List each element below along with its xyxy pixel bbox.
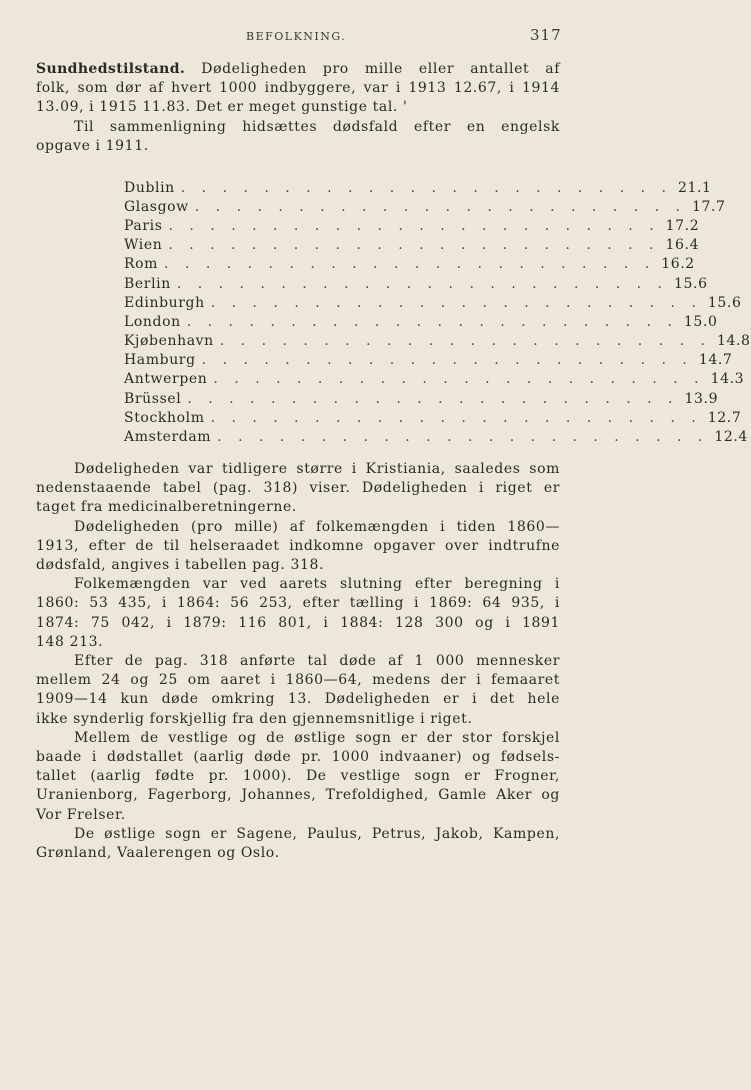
city-name: Edinburgh bbox=[124, 294, 205, 311]
mortality-value: 15.6 bbox=[707, 294, 742, 311]
city-name: Paris bbox=[124, 217, 163, 234]
dot-leader: . . . . . . . . . . . . . . . . . . . . . . . . bbox=[164, 256, 656, 273]
dot-leader: . . . . . . . . . . . . . . . . . . . . . . . . bbox=[187, 390, 679, 407]
text-line: tallet (aarlig fødte pr. 1000). De vestlige sogn er Frogner, bbox=[36, 768, 560, 785]
table-row bbox=[124, 178, 712, 197]
text-line: Efter de pag. 318 anførte tal døde af 1 000 mennesker bbox=[74, 653, 560, 670]
section-heading: Sundhedstilstand. bbox=[36, 61, 186, 77]
city-name: Stockholm bbox=[124, 409, 205, 426]
dot-leader: . . . . . . . . . . . . . . . . . . . . . . . . bbox=[194, 198, 686, 215]
text-line: baade i dødstallet (aarlig døde pr. 1000 indvaaner) og fødsels- bbox=[36, 749, 560, 766]
mortality-value: 14.7 bbox=[698, 352, 733, 369]
city-name: Berlin bbox=[124, 275, 171, 292]
page-header bbox=[0, 24, 703, 46]
text-line: De østlige sogn er Sagene, Paulus, Petrus, Jakob, Kampen, bbox=[74, 825, 560, 842]
text-line: nedenstaaende tabel (pag. 318) viser. Dødeligheden i riget er bbox=[36, 480, 560, 497]
intro-line: opgave i 1911. bbox=[36, 137, 149, 154]
dot-leader: . . . . . . . . . . . . . . . . . . . . . . . . bbox=[217, 429, 709, 446]
table-row bbox=[124, 332, 751, 351]
city-name: Dublin bbox=[124, 179, 175, 196]
text-line: taget fra medicinalberetningerne. bbox=[36, 499, 297, 516]
intro-line: 13.09, i 1915 11.83. Det er meget gunstige tal. ' bbox=[36, 99, 408, 116]
mortality-value: 13.9 bbox=[684, 390, 719, 407]
text-line: mellem 24 og 25 om aaret i 1860—64, medens der i femaaret bbox=[36, 672, 560, 689]
table-row bbox=[124, 427, 748, 446]
table-row bbox=[124, 255, 695, 274]
mortality-value: 21.1 bbox=[677, 179, 712, 196]
text-line: dødsfald, angives i tabellen pag. 318. bbox=[36, 557, 325, 574]
intro-paragraph bbox=[36, 60, 560, 156]
text-line: 148 213. bbox=[36, 633, 104, 650]
main-text bbox=[36, 460, 560, 863]
text-line: Vor Frelser. bbox=[36, 806, 126, 823]
dot-leader: . . . . . . . . . . . . . . . . . . . . . . . . bbox=[168, 217, 660, 234]
mortality-value: 14.3 bbox=[710, 371, 745, 388]
text-line: 1913, efter de til helseraadet indkomne opgaver over indtrufne bbox=[36, 537, 560, 554]
text-line: Dødeligheden (pro mille) af folkemængden i tiden 1860— bbox=[74, 518, 560, 535]
mortality-value: 17.7 bbox=[691, 198, 726, 215]
mortality-value: 12.4 bbox=[714, 429, 748, 446]
table-row bbox=[124, 408, 742, 427]
table-row bbox=[124, 312, 718, 331]
city-name: Wien bbox=[124, 237, 163, 254]
dot-leader: . . . . . . . . . . . . . . . . . . . . . . . . bbox=[176, 275, 669, 292]
dot-leader: . . . . . . . . . . . . . . . . . . . . . . . . bbox=[186, 313, 678, 330]
text-line: 1874: 75 042, i 1879: 116 801, i 1884: 128 300 og i 1891 bbox=[36, 614, 560, 631]
text-line: Dødeligheden var tidligere større i Kristiania, saaledes som bbox=[74, 461, 560, 477]
mortality-value: 14.8 bbox=[716, 333, 751, 350]
dot-leader: . . . . . . . . . . . . . . . . . . . . . . . . bbox=[180, 179, 672, 196]
city-name: Antwerpen bbox=[124, 371, 208, 388]
mortality-table bbox=[124, 178, 751, 447]
dot-leader: . . . . . . . . . . . . . . . . . . . . . . . . bbox=[219, 333, 711, 350]
text-line: ikke synderlig forskjellig fra den gjennemsnitlige i riget. bbox=[36, 710, 473, 727]
text-line: 1860: 53 435, i 1864: 56 253, efter tælling i 1869: 64 935, i bbox=[36, 595, 560, 612]
intro-line: Til sammenligning hidsættes dødsfald efter en engelsk bbox=[74, 118, 560, 135]
intro-line: folk, som dør af hvert 1000 indbyggere, var i 1913 12.67, i 1914 bbox=[36, 80, 560, 97]
table-row bbox=[124, 197, 726, 216]
city-name: Rom bbox=[124, 256, 159, 273]
mortality-value: 15.6 bbox=[674, 275, 708, 292]
dot-leader: . . . . . . . . . . . . . . . . . . . . . . . . bbox=[210, 294, 702, 311]
table-row bbox=[124, 389, 719, 408]
city-name: Brüssel bbox=[124, 390, 182, 407]
running-head: BEFOLKNING. bbox=[246, 30, 347, 43]
mortality-value: 16.2 bbox=[661, 256, 695, 273]
city-name: Hamburg bbox=[124, 352, 196, 369]
page-number: 317 bbox=[530, 26, 562, 44]
table-row bbox=[124, 216, 700, 235]
table-row bbox=[124, 274, 708, 293]
text-line: 1909—14 kun døde omkring 13. Dødeligheden er i det hele bbox=[36, 691, 560, 708]
table-row bbox=[124, 236, 700, 255]
text-line: Mellem de vestlige og de østlige sogn er der stor forskjel bbox=[74, 729, 560, 746]
dot-leader: . . . . . . . . . . . . . . . . . . . . . . . . bbox=[210, 409, 702, 426]
city-name: London bbox=[124, 313, 181, 330]
city-name: Kjøbenhavn bbox=[124, 333, 214, 350]
dot-leader: . . . . . . . . . . . . . . . . . . . . . . . . bbox=[201, 352, 693, 369]
mortality-value: 16.4 bbox=[665, 237, 700, 254]
intro-line: Sundhedstilstand. Dødeligheden pro mille eller antallet af bbox=[36, 61, 560, 77]
city-name: Glasgow bbox=[124, 198, 189, 215]
table-row bbox=[124, 351, 733, 370]
text-line: Uranienborg, Fagerborg, Johannes, Trefoldighed, Gamle Aker og bbox=[36, 787, 560, 804]
city-name: Amsterdam bbox=[124, 429, 212, 446]
mortality-value: 17.2 bbox=[665, 217, 700, 234]
text-line: Folkemængden var ved aarets slutning efter beregning i bbox=[74, 576, 560, 593]
table-row bbox=[124, 370, 745, 389]
text-line: Grønland, Vaalerengen og Oslo. bbox=[36, 845, 280, 862]
mortality-value: 15.0 bbox=[683, 313, 718, 330]
table-row bbox=[124, 293, 742, 312]
dot-leader: . . . . . . . . . . . . . . . . . . . . . . . . bbox=[168, 237, 660, 254]
mortality-value: 12.7 bbox=[707, 409, 742, 426]
dot-leader: . . . . . . . . . . . . . . . . . . . . . . . . bbox=[213, 371, 705, 388]
